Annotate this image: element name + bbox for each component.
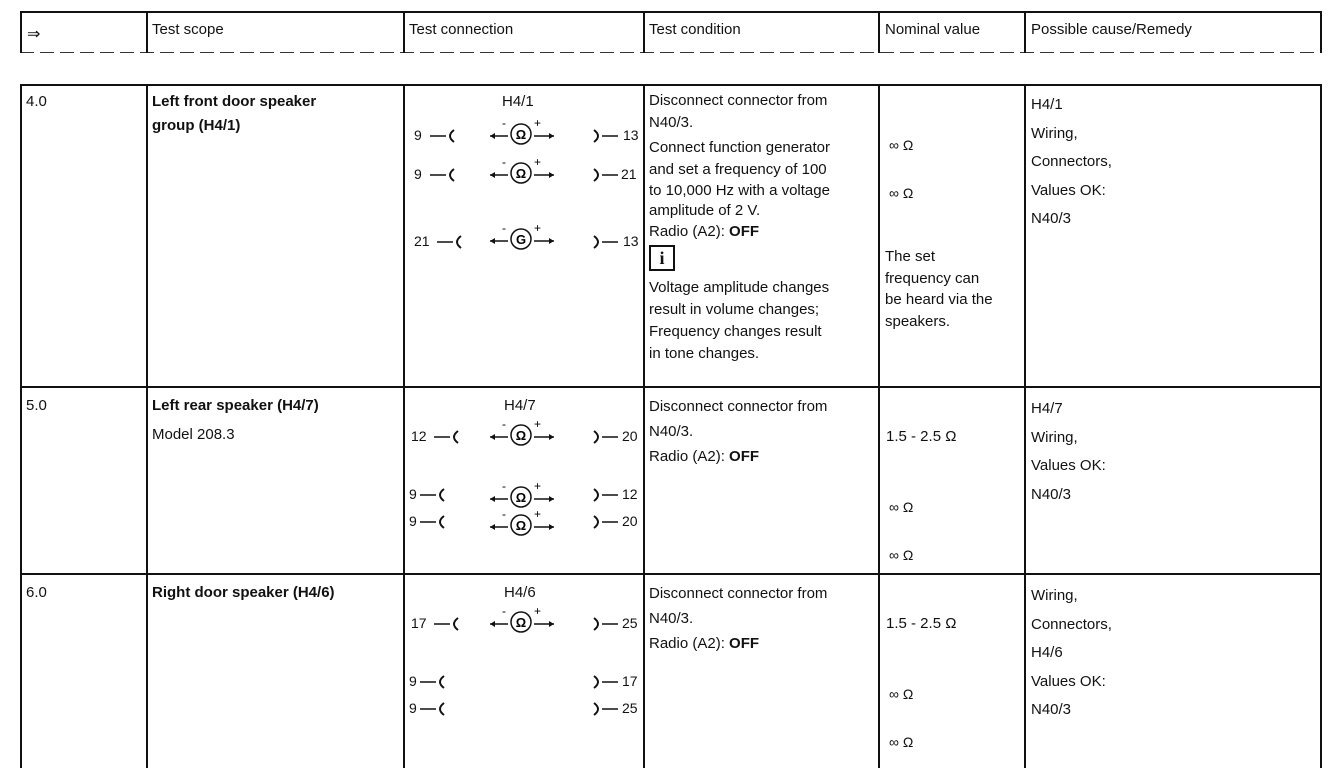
connector-left-icon <box>430 128 458 144</box>
meter-symbol: Ω <box>515 615 527 630</box>
radio-state: OFF <box>729 223 760 240</box>
nominal-value: ∞ Ω <box>889 686 914 702</box>
svg-text:+: + <box>534 508 542 521</box>
connector-left-icon <box>420 701 448 717</box>
pin-to: 21 <box>621 166 637 182</box>
note-line: Frequency changes result <box>649 323 822 340</box>
nominal-value: ∞ Ω <box>889 734 914 750</box>
connector-right-icon <box>590 514 618 530</box>
body-divider-1 <box>146 84 148 768</box>
radio-state: OFF <box>729 448 760 465</box>
note-line: Voltage amplitude changes <box>649 279 830 296</box>
body-top-border <box>20 84 1322 86</box>
remedy-line: N40/3 <box>1031 485 1072 503</box>
header-arrow: ⇒ <box>27 26 41 43</box>
pin-from: 9 <box>409 513 417 529</box>
note-line: result in volume changes; <box>649 301 820 318</box>
step-number: 6.0 <box>26 584 47 601</box>
radio-label: Radio (A2): <box>649 635 730 652</box>
possible-cause <box>1031 395 1106 509</box>
pin-to: 20 <box>622 428 638 444</box>
pin-to: 12 <box>622 486 638 502</box>
pin-to: 25 <box>622 700 638 716</box>
test-scope-title: Right door speaker (H4/6) <box>152 584 335 601</box>
nominal-value: ∞ Ω <box>889 185 914 201</box>
svg-text:-: - <box>502 480 506 493</box>
body-divider-4 <box>878 84 880 768</box>
meter-symbol: Ω <box>515 166 527 181</box>
component-label: H4/1 <box>502 93 534 110</box>
nominal-note <box>885 246 993 332</box>
header-bottom-border <box>20 52 1322 53</box>
connector-left-icon <box>420 487 448 503</box>
svg-text:-: - <box>502 156 506 169</box>
svg-text:+: + <box>534 156 542 169</box>
test-condition <box>649 394 877 469</box>
connector-right-icon <box>590 701 618 717</box>
condition-line: to 10,000 Hz with a voltage <box>649 182 830 199</box>
connector-right-icon <box>590 234 618 250</box>
step-number: 5.0 <box>26 397 47 414</box>
ohmmeter-icon <box>488 480 558 510</box>
radio-condition <box>649 221 877 243</box>
svg-text:-: - <box>502 508 506 521</box>
remedy-line: Connectors, <box>1031 153 1112 170</box>
pin-to: 13 <box>623 233 639 249</box>
nominal-value: ∞ Ω <box>889 499 914 515</box>
header-test-condition: Test condition <box>649 21 741 38</box>
remedy-line: Connectors, <box>1031 615 1112 633</box>
component-label: H4/7 <box>504 397 536 414</box>
remedy-line: Wiring, <box>1031 587 1078 604</box>
remedy-line: Values OK: <box>1031 672 1106 690</box>
remedy-line: N40/3 <box>1031 210 1072 227</box>
test-scope-title: group (H4/1) <box>152 117 241 134</box>
remedy-line: N40/3 <box>1031 701 1072 718</box>
connector-left-icon <box>434 616 462 632</box>
header-possible-cause: Possible cause/Remedy <box>1031 21 1192 38</box>
connector-left-icon <box>437 234 465 250</box>
remedy-line: Wiring, <box>1031 124 1078 142</box>
pin-from: 9 <box>409 486 417 502</box>
component-label: H4/6 <box>504 584 536 601</box>
connector-right-icon <box>590 167 618 183</box>
meter-symbol: Ω <box>515 490 527 505</box>
meter-symbol: Ω <box>515 518 527 533</box>
ohmmeter-icon <box>488 508 558 538</box>
condition-line: Disconnect connector from <box>649 585 828 602</box>
header-divider-3 <box>643 11 645 53</box>
possible-cause <box>1031 91 1112 234</box>
connector-right-icon <box>590 674 618 690</box>
nominal-value: 1.5 - 2.5 Ω <box>886 615 957 632</box>
svg-text:+: + <box>534 117 542 130</box>
radio-condition <box>649 631 877 656</box>
connector-left-icon <box>420 674 448 690</box>
meter-symbol: Ω <box>515 428 527 443</box>
remedy-line: H4/1 <box>1031 96 1063 113</box>
pin-from: 17 <box>411 615 427 631</box>
remedy-line: Values OK: <box>1031 181 1106 199</box>
body-divider-3 <box>643 84 645 768</box>
connector-right-icon <box>590 128 618 144</box>
nominal-note-line: be heard via the <box>885 291 993 308</box>
pin-to: 25 <box>622 615 638 631</box>
condition-line: N40/3. <box>649 114 694 131</box>
test-scope-subtitle: Model 208.3 <box>152 426 235 443</box>
condition-line: amplitude of 2 V. <box>649 202 761 219</box>
test-scope-title: Left front door speaker <box>152 93 317 110</box>
note-line: in tone changes. <box>649 345 760 362</box>
body-divider-2 <box>403 84 405 768</box>
header-test-scope: Test scope <box>152 21 224 38</box>
row-divider-1 <box>20 386 1322 388</box>
pin-to: 20 <box>622 513 638 529</box>
remedy-line: Values OK: <box>1031 457 1106 474</box>
svg-text:+: + <box>534 222 542 235</box>
connector-right-icon <box>590 429 618 445</box>
condition-line: N40/3. <box>649 423 694 440</box>
connector-left-icon <box>434 429 462 445</box>
connector-left-icon <box>430 167 458 183</box>
row-divider-2 <box>20 573 1322 575</box>
header-divider-4 <box>878 11 880 53</box>
condition-line: Disconnect connector from <box>649 92 828 109</box>
header-nominal-value: Nominal value <box>885 21 981 38</box>
meter-symbol: Ω <box>515 127 527 142</box>
connector-right-icon <box>590 616 618 632</box>
ohmmeter-icon <box>488 156 558 186</box>
test-condition <box>649 90 877 365</box>
body-divider-5 <box>1024 84 1026 768</box>
header-divider-2 <box>403 11 405 53</box>
meter-symbol: G <box>515 232 527 247</box>
pin-from: 21 <box>414 233 430 249</box>
body-divider-6 <box>1320 84 1322 768</box>
radio-condition <box>649 444 877 469</box>
header-test-connection: Test connection <box>409 21 514 38</box>
pin-from: 9 <box>414 166 422 182</box>
test-condition <box>649 581 877 656</box>
ohmmeter-icon <box>488 605 558 635</box>
pin-from: 9 <box>414 127 422 143</box>
condition-line: N40/3. <box>649 610 694 627</box>
nominal-note-line: frequency can <box>885 269 980 287</box>
condition-line: Disconnect connector from <box>649 398 828 415</box>
remedy-line: Wiring, <box>1031 428 1078 446</box>
step-number: 4.0 <box>26 93 47 110</box>
info-icon: i <box>649 245 675 271</box>
header-divider-0 <box>20 11 22 53</box>
test-scope-title: Left rear speaker (H4/7) <box>152 397 319 414</box>
header-top-border <box>20 11 1322 13</box>
pin-from: 9 <box>409 700 417 716</box>
svg-text:+: + <box>534 605 542 618</box>
connector-right-icon <box>590 487 618 503</box>
connector-left-icon <box>420 514 448 530</box>
pin-from: 9 <box>409 673 417 689</box>
body-divider-0 <box>20 84 22 768</box>
pin-to: 17 <box>622 673 638 689</box>
nominal-value: 1.5 - 2.5 Ω <box>886 428 957 445</box>
radio-label: Radio (A2): <box>649 448 730 465</box>
ohmmeter-icon <box>488 418 558 448</box>
svg-text:-: - <box>502 418 506 431</box>
svg-text:+: + <box>534 480 542 493</box>
svg-text:-: - <box>502 117 506 130</box>
generator-icon <box>488 222 558 252</box>
condition-line: and set a frequency of 100 <box>649 161 827 178</box>
ohmmeter-icon <box>488 117 558 147</box>
radio-label: Radio (A2): <box>649 223 730 240</box>
header-divider-5 <box>1024 11 1026 53</box>
radio-state: OFF <box>729 635 760 652</box>
svg-text:+: + <box>534 418 542 431</box>
header-divider-6 <box>1320 11 1322 53</box>
nominal-value: ∞ Ω <box>889 137 914 153</box>
svg-text:-: - <box>502 222 506 235</box>
nominal-value: ∞ Ω <box>889 547 914 563</box>
possible-cause <box>1031 582 1112 725</box>
pin-to: 13 <box>623 127 639 143</box>
condition-line: Connect function generator <box>649 139 830 156</box>
svg-text:-: - <box>502 605 506 618</box>
nominal-note-line: speakers. <box>885 312 951 330</box>
remedy-line: H4/6 <box>1031 644 1063 661</box>
remedy-line: H4/7 <box>1031 400 1063 417</box>
header-divider-1 <box>146 11 148 53</box>
nominal-note-line: The set <box>885 248 936 265</box>
pin-from: 12 <box>411 428 427 444</box>
